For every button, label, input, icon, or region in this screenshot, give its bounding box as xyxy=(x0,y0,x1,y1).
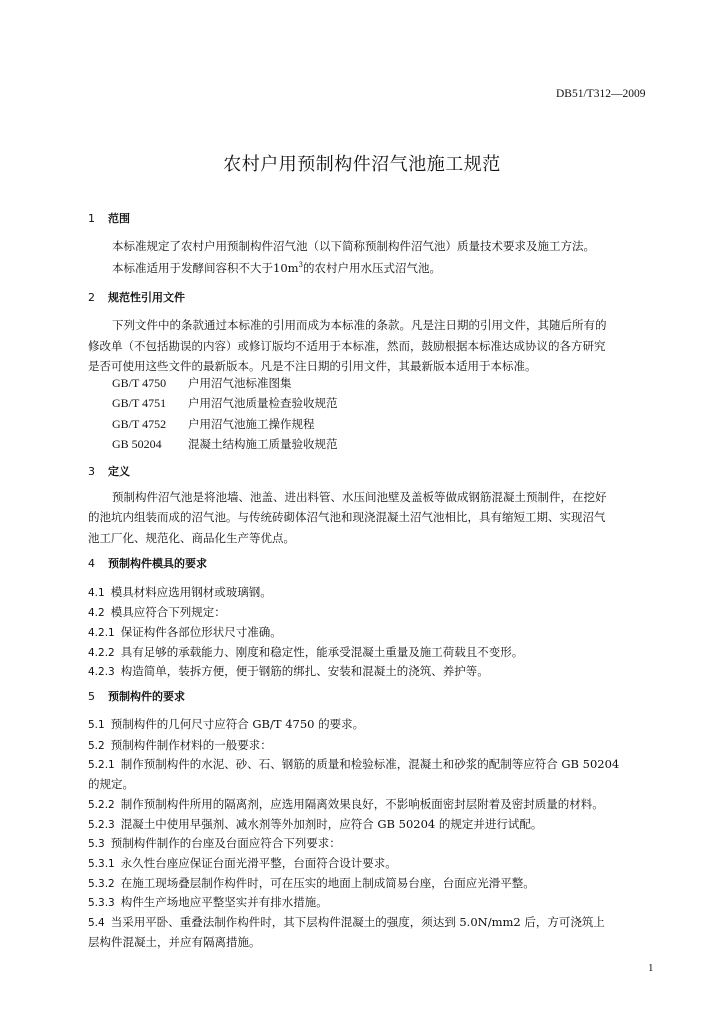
clause-text: 构件生产场地应平整坚实并有排水措施。 xyxy=(120,895,328,909)
reference-code: GB 50204 xyxy=(112,437,162,451)
superscript: 3 xyxy=(298,261,304,270)
section-heading-references xyxy=(88,289,185,305)
clause-number: 5.2.1 xyxy=(88,759,115,771)
clause-number: 5.3 xyxy=(88,838,105,850)
clause-text: 在施工现场叠层制作构件时，可在压实的地面上制成简易台座，台面应光滑平整。 xyxy=(120,876,535,890)
section-heading-scope xyxy=(88,210,130,226)
clause xyxy=(88,835,341,851)
section-number: 1 xyxy=(88,212,95,225)
clause-number: 5.3.3 xyxy=(88,897,115,909)
section-number: 4 xyxy=(88,557,95,570)
paragraph-line: 预制构件沼气池是将池墙、池盖、进出料管、水压间池壁及盖板等做成钢筋混凝土预制件，在挖好 xyxy=(112,490,607,504)
section-title: 预制构件的要求 xyxy=(108,690,185,703)
clause-text: 预制构件制作的台座及台面应符合下列要求： xyxy=(110,836,341,850)
text-span: 本标准适用于发酵间容积不大于10m xyxy=(112,261,299,275)
clause xyxy=(88,816,542,832)
document-code: DB51/T312—2009 xyxy=(556,88,646,100)
clause xyxy=(88,756,619,772)
clause xyxy=(88,875,535,891)
clause-number: 5.2.3 xyxy=(88,819,115,831)
reference-item xyxy=(112,375,292,391)
paragraph: 本标准规定了农村户用预制构件沼气池（以下简称预制构件沼气池）质量技术要求及施工方法。 xyxy=(112,239,595,253)
reference-item xyxy=(112,436,338,452)
section-number: 5 xyxy=(88,690,95,703)
reference-title: 户用沼气池施工操作规程 xyxy=(188,417,315,431)
clause-number: 5.3.1 xyxy=(88,858,115,870)
clause-text: 模具材料应选用钢材或玻璃钢。 xyxy=(110,585,272,599)
clause-text: 预制构件的几何尺寸应符合 GB/T 4750 的要求。 xyxy=(110,717,365,731)
text-span: 的农村户用水压式沼气池。 xyxy=(303,261,442,275)
paragraph-line: 是否可使用这些文件的最新版本。凡是不注日期的引用文件，其最新版本适用于本标准。 xyxy=(88,359,537,373)
clause-text: 构造简单，装拆方便，便于钢筋的绑扎、安装和混凝土的浇筑、养护等。 xyxy=(120,664,489,678)
clause-number: 4.1 xyxy=(88,587,105,599)
page-title: 农村户用预制构件沼气池施工规范 xyxy=(223,154,501,175)
reference-title: 户用沼气池质量检查验收规范 xyxy=(188,396,338,410)
clause-number: 4.2 xyxy=(88,607,105,619)
clause xyxy=(88,663,489,679)
clause xyxy=(88,624,282,640)
clause-text: 当采用平卧、重叠法制作构件时，其下层构件混凝土的强度，须达到 5.0N/mm2 后，方可浇筑上 xyxy=(110,915,605,929)
reference-item xyxy=(112,395,338,411)
paragraph-line: 修改单（不包括勘误的内容）或修订版均不适用于本标准，然而，鼓励根据本标准达成协议的各方研究 xyxy=(88,339,606,353)
reference-title: 混凝土结构施工质量验收规范 xyxy=(188,437,338,451)
clause-text: 保证构件各部位形状尺寸准确。 xyxy=(120,625,282,639)
section-number: 2 xyxy=(88,291,95,304)
section-heading-definitions xyxy=(88,463,130,479)
clause xyxy=(88,737,272,753)
clause-text: 制作预制构件的水泥、砂、石、钢筋的质量和检验标准，混凝土和砂浆的配制等应符合 GB 50204 xyxy=(120,757,620,771)
clause xyxy=(88,604,226,620)
section-title: 预制构件模具的要求 xyxy=(108,557,207,570)
section-heading-molds xyxy=(88,555,207,571)
clause xyxy=(88,796,604,812)
reference-code: GB/T 4750 xyxy=(112,376,167,390)
clause-number: 5.4 xyxy=(88,917,105,929)
clause-number: 4.2.2 xyxy=(88,647,115,659)
clause-number: 5.2.2 xyxy=(88,799,115,811)
clause-text: 制作预制构件所用的隔离剂，应选用隔离效果良好，不影响板面密封层附着及密封质量的材料。 xyxy=(120,797,604,811)
clause-continuation: 层构件混凝土，并应有隔离措施。 xyxy=(88,935,261,949)
clause-text: 具有足够的承载能力、刚度和稳定性，能承受混凝土重量及施工荷载且不变形。 xyxy=(120,645,524,659)
section-number: 3 xyxy=(88,465,95,478)
clause-number: 4.2.3 xyxy=(88,666,115,678)
paragraph xyxy=(112,260,441,276)
clause-text: 混凝土中使用早强剂、减水剂等外加剂时，应符合 GB 50204 的规定并进行试配。 xyxy=(120,817,543,831)
section-title: 规范性引用文件 xyxy=(108,291,185,304)
paragraph-line: 的池坑内组装而成的沼气池。与传统砖砌体沼气池和现浇混凝土沼气池相比，具有缩短工期、实现沼气 xyxy=(88,510,606,524)
clause-text: 永久性台座应保证台面光滑平整，台面符合设计要求。 xyxy=(120,856,397,870)
clause-number: 5.1 xyxy=(88,719,105,731)
section-heading-components xyxy=(88,688,185,704)
clause-number: 5.2 xyxy=(88,740,105,752)
clause-text: 模具应符合下列规定： xyxy=(110,605,226,619)
section-title: 定义 xyxy=(108,465,130,478)
section-title: 范围 xyxy=(108,212,130,225)
clause xyxy=(88,644,523,660)
clause-text: 预制构件制作材料的一般要求： xyxy=(110,738,272,752)
paragraph-line: 池工厂化、规范化、商品化生产等优点。 xyxy=(88,531,295,545)
reference-item xyxy=(112,416,315,432)
page-number: 1 xyxy=(648,962,654,974)
clause-number: 5.3.2 xyxy=(88,878,115,890)
clause xyxy=(88,584,272,600)
clause xyxy=(88,914,605,930)
reference-code: GB/T 4752 xyxy=(112,417,167,431)
clause xyxy=(88,716,364,732)
paragraph-line: 下列文件中的条款通过本标准的引用而成为本标准的条款。凡是注日期的引用文件，其随后所有的 xyxy=(112,318,607,332)
clause xyxy=(88,894,328,910)
clause xyxy=(88,855,397,871)
reference-code: GB/T 4751 xyxy=(112,396,167,410)
clause-number: 4.2.1 xyxy=(88,627,115,639)
clause-continuation: 的规定。 xyxy=(88,777,134,791)
reference-title: 户用沼气池标准图集 xyxy=(188,376,292,390)
